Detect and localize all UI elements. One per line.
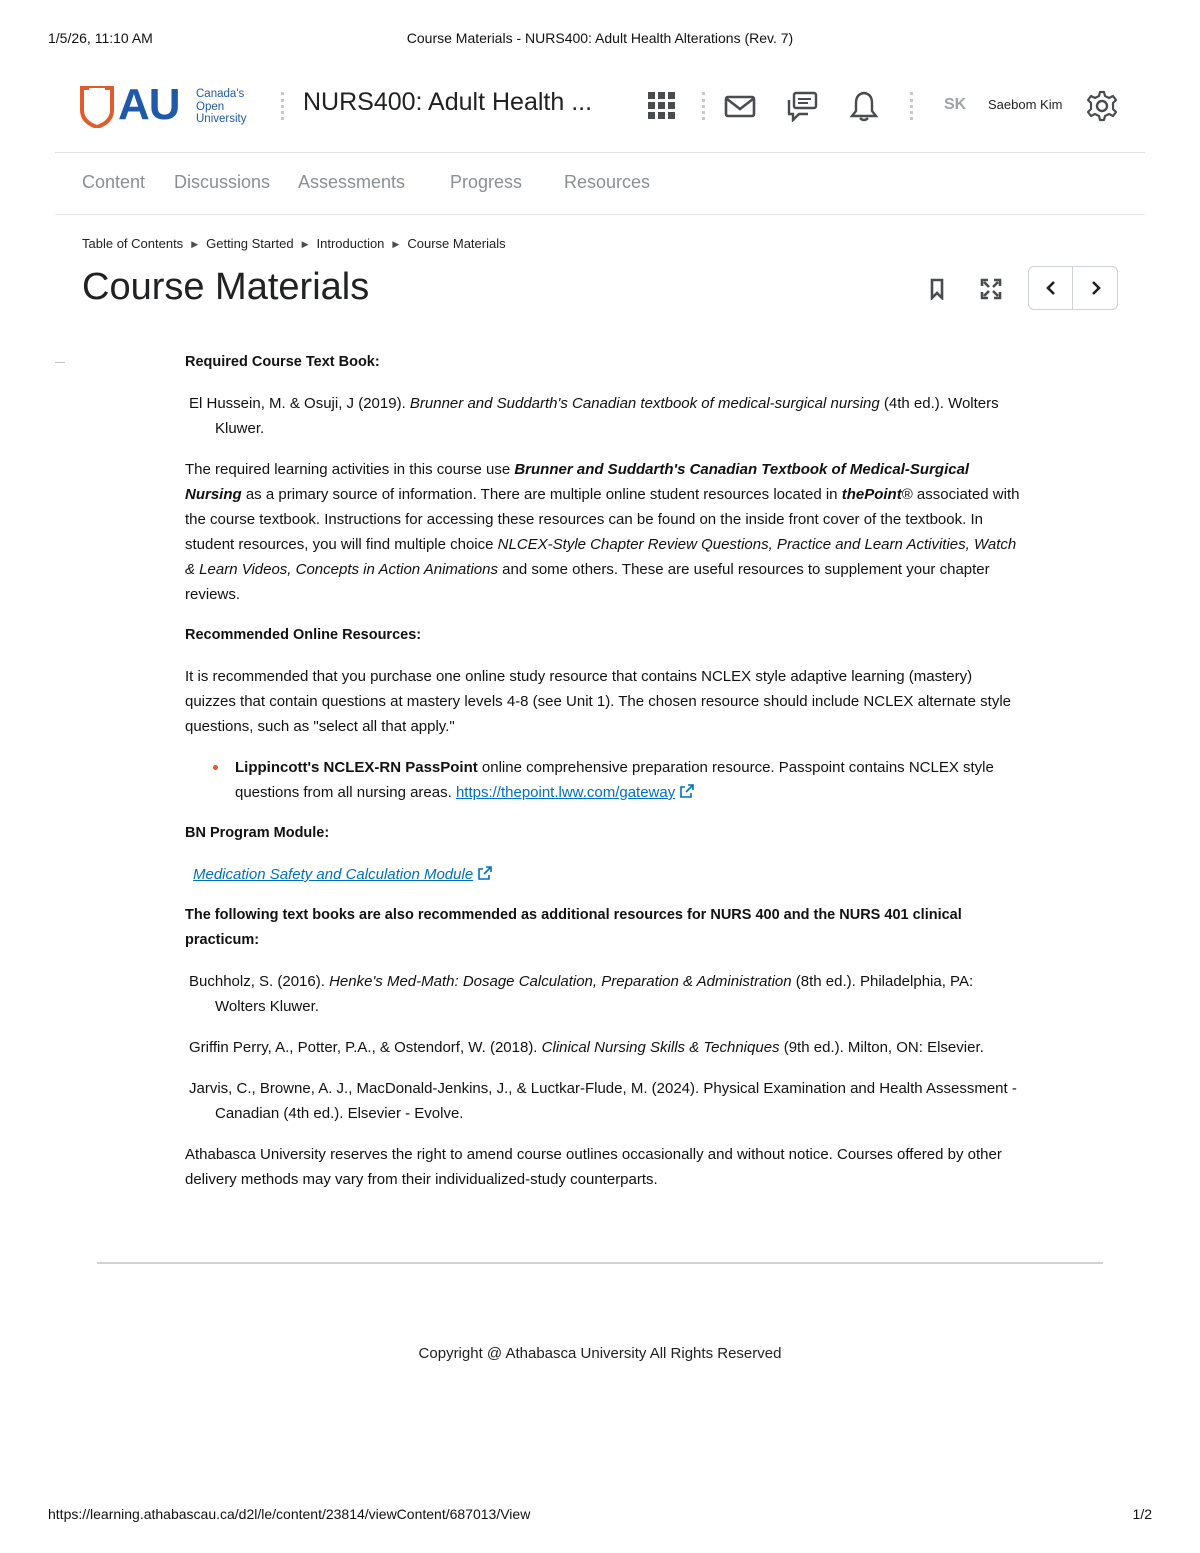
tab-progress[interactable]: Progress [450, 172, 523, 192]
header-divider [55, 152, 1145, 153]
reference-item: Griffin Perry, A., Potter, P.A., & Ostendorf, W. (2018). Clinical Nursing Skills & Techniques (9th ed.). Milton, ON: Elsevier. [189, 1039, 984, 1056]
resource-list [235, 755, 1025, 805]
au-logo[interactable] [80, 80, 264, 129]
chevron-right-icon: ▶ [301, 239, 309, 249]
tab-resources[interactable]: Resources [564, 172, 651, 192]
tab-assessments[interactable]: Assessments [298, 172, 406, 192]
heading-bn-module: BN Program Module: [185, 825, 330, 841]
chevron-right-icon [1088, 280, 1104, 296]
apps-grid-icon[interactable] [644, 88, 680, 124]
paragraph-textbook-usage: The required learning activities in this course use Brunner and Suddarth's Canadian Textbook of Medical-Surgical Nursing as a primary source of information. There are multiple online student resources located in thePoint® associated with the course textbook. Instructions for accessing these resources can be found on the inside front cover of the textbook. In student resources, you will find multiple choice NLCEX-Style Chapter Review Questions, Practice and Learn Activities, Watch & Learn Videos, Concepts in Action Animations and some others. These are useful resources to supplement your chapter reviews. [185, 461, 1020, 603]
breadcrumb-item[interactable]: Introduction [316, 236, 385, 251]
logo-wordmark: AU [118, 80, 180, 129]
chevron-left-icon [1043, 280, 1059, 296]
bullet-icon [213, 765, 218, 770]
user-initials[interactable]: SK [944, 96, 967, 113]
print-header [48, 30, 1152, 50]
breadcrumb [82, 236, 506, 251]
divider [281, 92, 285, 120]
passpoint-link[interactable]: https://thepoint.lww.com/gateway [455, 784, 676, 801]
tab-content[interactable]: Content [82, 172, 146, 192]
module-link-paragraph [185, 862, 1025, 887]
logo-tagline: Canada's Open University [196, 88, 247, 125]
next-topic-button[interactable] [1074, 267, 1118, 309]
user-name[interactable]: Saebom Kim [988, 97, 1063, 112]
tabs-divider [55, 214, 1145, 215]
mail-icon[interactable] [722, 88, 758, 124]
chevron-right-icon: ▶ [392, 239, 400, 249]
tab-discussions[interactable]: Discussions [174, 172, 271, 192]
shield-icon [80, 86, 114, 128]
divider [910, 92, 914, 120]
paragraph-online-resources: It is recommended that you purchase one online study resource that contains NCLEX style adaptive learning (mastery) quizzes that contain questions at mastery levels 4-8 (see Unit 1). The chosen resource should include NCLEX alternate style questions, such as "select all that apply." [185, 668, 1011, 735]
heading-required-textbook: Required Course Text Book: [185, 354, 380, 370]
medication-module-link[interactable]: Medication Safety and Calculation Module [193, 866, 474, 883]
top-navbar [80, 78, 1120, 134]
external-link-icon[interactable] [477, 865, 493, 881]
divider [702, 92, 706, 120]
print-url: https://learning.athabascau.ca/d2l/le/content/23814/viewContent/687013/View [48, 1506, 531, 1522]
topic-navigation [1028, 266, 1118, 310]
reference-main-textbook: El Hussein, M. & Osuji, J (2019). Brunner and Suddarth's Canadian textbook of medical-surgical nursing (4th ed.). Wolters Kluwer. [189, 395, 999, 437]
reference-item: Buchholz, S. (2016). Henke's Med-Math: Dosage Calculation, Preparation & Administration (8th ed.). Philadelphia, PA: Wolters Kluwer. [189, 973, 974, 1015]
breadcrumb-item[interactable]: Table of Contents [82, 236, 184, 251]
chevron-right-icon: ▶ [191, 239, 199, 249]
print-doc-title: Course Materials - NURS400: Adult Health Alterations (Rev. 7) [406, 30, 794, 46]
fullscreen-icon[interactable] [978, 276, 1004, 302]
bell-icon[interactable] [846, 88, 882, 124]
gear-icon[interactable] [1084, 88, 1120, 124]
bookmark-icon[interactable] [924, 276, 950, 302]
previous-topic-button[interactable] [1029, 267, 1073, 309]
chat-icon[interactable] [784, 88, 820, 124]
course-title[interactable]: NURS400: Adult Health ... [303, 88, 593, 116]
topic-content [185, 350, 1025, 1208]
list-item: Lippincott's NCLEX-RN PassPoint online comprehensive preparation resource. Passpoint contains NCLEX style questions from all nursing areas. https://thepoint.lww.com/gateway [235, 755, 1025, 805]
breadcrumb-item[interactable]: Getting Started [206, 236, 294, 251]
paragraph-disclaimer: Athabasca University reserves the right to amend course outlines occasionally and without notice. Courses offered by other delivery methods may vary from their individualized-study counterparts. [185, 1146, 1002, 1188]
reference-item: Jarvis, C., Browne, A. J., MacDonald-Jenkins, J., & Luctkar-Flude, M. (2024). Physical Examination and Health Assessment - Canadian (4th ed.). Elsevier - Evolve. [189, 1080, 1017, 1122]
footer-divider [97, 1262, 1103, 1264]
heading-online-resources: Recommended Online Resources: [185, 627, 422, 643]
side-marker [55, 362, 65, 363]
breadcrumb-current: Course Materials [407, 236, 506, 251]
heading-additional-textbooks: The following text books are also recommended as additional resources for NURS 400 and the NURS 401 clinical practicum: [185, 907, 962, 948]
print-datetime: 1/5/26, 11:10 AM [48, 30, 153, 46]
external-link-icon[interactable] [679, 783, 695, 799]
copyright: Copyright @ Athabasca University All Rights Reserved [418, 1345, 782, 1362]
page-title: Course Materials [82, 266, 370, 308]
print-page-number: 1/2 [1132, 1506, 1152, 1522]
